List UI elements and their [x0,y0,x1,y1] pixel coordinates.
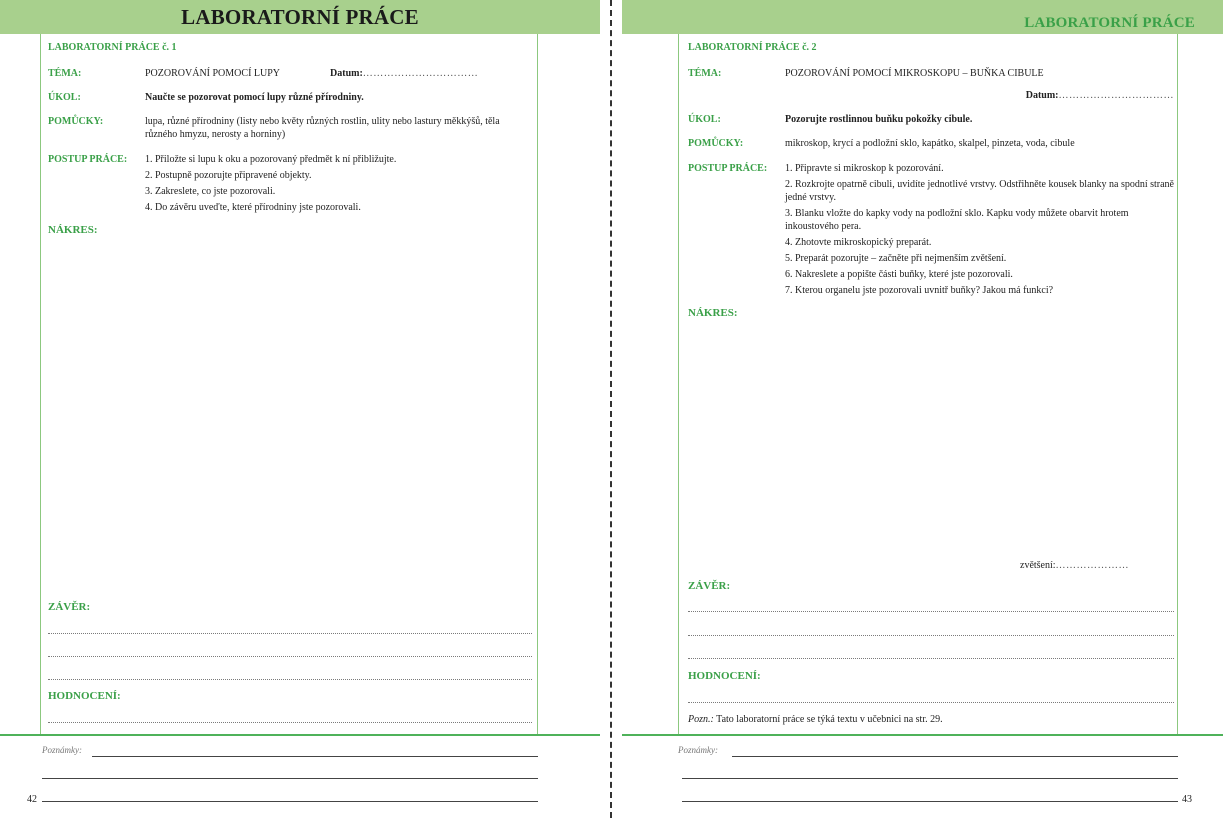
step-item: 1. Přiložte si lupu k oku a pozorovaný předmět k ní přibližujte. [145,154,397,165]
step-item: 3. Zakreslete, co jste pozorovali. [145,186,276,197]
postup-row [48,153,534,217]
header-band [0,0,600,34]
ukol-row [688,113,1174,126]
worksheet-content [688,41,1174,320]
page-title: LABORATORNÍ PRÁCE [181,4,419,29]
pozn-note [688,714,943,725]
postup-label: POSTUP PRÁCE: [688,163,768,174]
pozn-label: Pozn.: [688,714,714,725]
step-item: 5. Preparát pozorujte – začněte při nejmenším zvětšení. [785,253,1007,264]
left-page [0,0,600,818]
pomucky-row [688,137,1174,150]
pomucky-row [48,115,534,141]
zvetseni-label: zvětšení: [1020,560,1056,571]
postup-steps [145,153,534,217]
tema-row [48,67,534,80]
pozn-text: Tato laboratorní práce se týká textu v učebnici na str. 29. [713,714,943,725]
step-item: 7. Kterou organelu jste pozorovali uvnitř buňky? Jakou má funkci? [785,285,1054,296]
ukol-label: ÚKOL: [48,92,81,103]
zaver-line[interactable] [688,658,1174,659]
notes-line[interactable] [682,801,1178,802]
datum-field[interactable]: …………………………… [362,68,479,79]
tema-row [688,67,1174,80]
datum-label: Datum: [1025,90,1059,101]
step-item: 2. Rozkrojte opatrně cibuli, uvidíte jednotlivé vrstvy. Odstřihněte kousek blanky na spodní straně jedné vrstvy. [785,179,1174,203]
page-title: LABORATORNÍ PRÁCE [1024,14,1195,31]
datum-row [688,89,1174,102]
zaver-line[interactable] [48,633,532,634]
notes-line[interactable] [92,756,538,757]
zaver-line[interactable] [48,656,532,657]
postup-label: POSTUP PRÁCE: [48,154,128,165]
datum-field[interactable]: …………………………… [1058,90,1174,101]
notes-label: Poznámky: [678,745,718,755]
zaver-line[interactable] [688,635,1174,636]
lab-number: LABORATORNÍ PRÁCE č. 1 [48,42,177,53]
postup-steps [785,162,1174,300]
nakres-label: NÁKRES: [48,224,98,236]
page-number: 43 [1182,794,1192,805]
postup-row [688,162,1174,300]
hodnoceni-label: HODNOCENÍ: [48,690,121,702]
zaver-label: ZÁVĚR: [688,580,731,592]
zvetseni-field [1020,560,1129,571]
ukol-value: Pozorujte rostlinnou buňku pokožky cibule. [785,114,973,125]
pomucky-value: lupa, různé přírodniny (listy nebo květy různých rostlin, ulity nebo lastury měkkýšů, těla různého hmyzu, nerosty a horniny) [145,116,500,140]
frame-bottom-rule [622,734,1223,736]
ukol-value: Naučte se pozorovat pomocí lupy různé přírodniny. [145,92,364,103]
zvetseni-dots[interactable]: ………………… [1055,560,1130,571]
step-item: 3. Blanku vložte do kapky vody na podložní sklo. Kapku vody můžete obarvit hrotem inkoustového pera. [785,208,1129,232]
worksheet-content [48,41,534,237]
tema-value [145,67,534,80]
pomucky-label: POMŮCKY: [48,116,104,127]
notes-line[interactable] [42,801,538,802]
frame-bottom-rule [0,734,600,736]
step-item: 4. Do závěru uveďte, které přírodniny jste pozorovali. [145,202,361,213]
notes-line[interactable] [732,756,1178,757]
datum-label: Datum: [330,68,363,79]
zaver-label: ZÁVĚR: [48,601,91,613]
hodnoceni-line[interactable] [48,722,532,723]
nakres-label: NÁKRES: [688,307,738,319]
pomucky-label: POMŮCKY: [688,138,744,149]
tema-label: TÉMA: [688,68,722,79]
hodnoceni-label: HODNOCENÍ: [688,670,761,682]
notes-label: Poznámky: [42,745,82,755]
tema-label: TÉMA: [48,68,82,79]
step-item: 2. Postupně pozorujte připravené objekty. [145,170,312,181]
ukol-row [48,91,534,104]
tema-value: POZOROVÁNÍ POMOCÍ MIKROSKOPU – BUŇKA CIBULE [785,68,1044,79]
step-item: 6. Nakreslete a popište části buňky, které jste pozorovali. [785,269,1013,280]
step-item: 4. Zhotovte mikroskopický preparát. [785,237,932,248]
notes-line[interactable] [42,778,538,779]
zaver-line[interactable] [48,679,532,680]
lab-number: LABORATORNÍ PRÁCE č. 2 [688,42,817,53]
tema-text: POZOROVÁNÍ POMOCÍ LUPY [145,68,281,79]
zaver-line[interactable] [688,611,1174,612]
page-divider [610,0,612,818]
right-page [622,0,1223,818]
notes-line[interactable] [682,778,1178,779]
pomucky-value: mikroskop, krycí a podložní sklo, kapátko, skalpel, pinzeta, voda, cibule [785,138,1075,149]
header-band [622,0,1223,34]
ukol-label: ÚKOL: [688,114,721,125]
hodnoceni-line[interactable] [688,702,1174,703]
page-number: 42 [27,794,37,805]
step-item: 1. Připravte si mikroskop k pozorování. [785,163,944,174]
